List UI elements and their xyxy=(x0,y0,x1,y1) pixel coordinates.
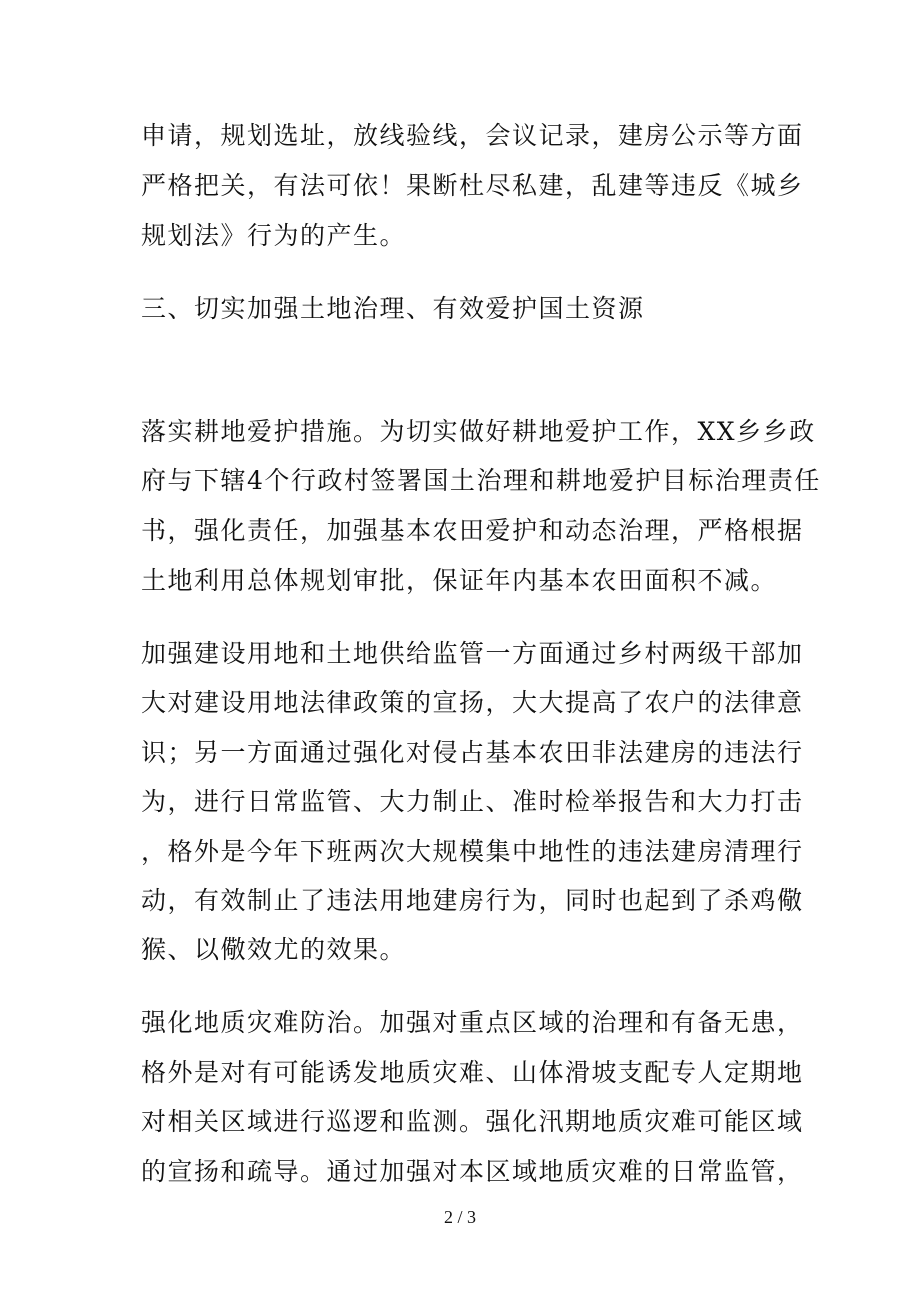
text-line: ，格外是今年下班两次大规模集中地性的违法建房清理行 xyxy=(141,837,804,866)
text-line: 格外是对有可能诱发地质灾难、山体滑坡支配专人定期地 xyxy=(141,1058,804,1087)
text-line: 猴、以儆效尤的效果。 xyxy=(141,935,407,964)
text-line: 对相关区域进行巡逻和监测。强化汛期地质灾难可能区域 xyxy=(141,1107,804,1136)
text-line: 府与下辖4个行政村签署国土治理和耕地爱护目标治理责任 xyxy=(141,466,821,495)
text-line: 的宣扬和疏导。通过加强对本区域地质灾难的日常监管， xyxy=(141,1157,804,1186)
text-line: 落实耕地爱护措施。为切实做好耕地爱护工作，XX乡乡政 xyxy=(141,417,816,446)
text-line: 识；另一方面通过强化对侵占基本农田非法建房的违法行 xyxy=(141,738,804,767)
text-line: 土地利用总体规划审批，保证年内基本农田面积不减。 xyxy=(141,566,778,595)
text-line: 加强建设用地和土地供给监管一方面通过乡村两级干部加 xyxy=(141,639,804,668)
text-line: 为，进行日常监管、大力制止、准时检举报告和大力打击 xyxy=(141,787,804,816)
text-line: 动，有效制止了违法用地建房行为，同时也起到了杀鸡儆 xyxy=(141,886,804,915)
text-line: 强化地质灾难防治。加强对重点区域的治理和有备无患， xyxy=(141,1008,804,1037)
section-heading: 三、切实加强土地治理、有效爱护国土资源 xyxy=(141,294,645,323)
text-line: 书，强化责任，加强基本农田爱护和动态治理，严格根据 xyxy=(141,516,804,545)
text-line: 严格把关，有法可依！果断杜尽私建，乱建等违反《城乡 xyxy=(141,171,804,200)
text-line: 规划法》行为的产生。 xyxy=(141,221,407,250)
page-number: 2 / 3 xyxy=(443,1207,476,1227)
text-line: 申请，规划选址，放线验线，会议记录，建房公示等方面 xyxy=(141,121,804,150)
text-line: 大对建设用地法律政策的宣扬，大大提高了农户的法律意 xyxy=(141,688,804,717)
